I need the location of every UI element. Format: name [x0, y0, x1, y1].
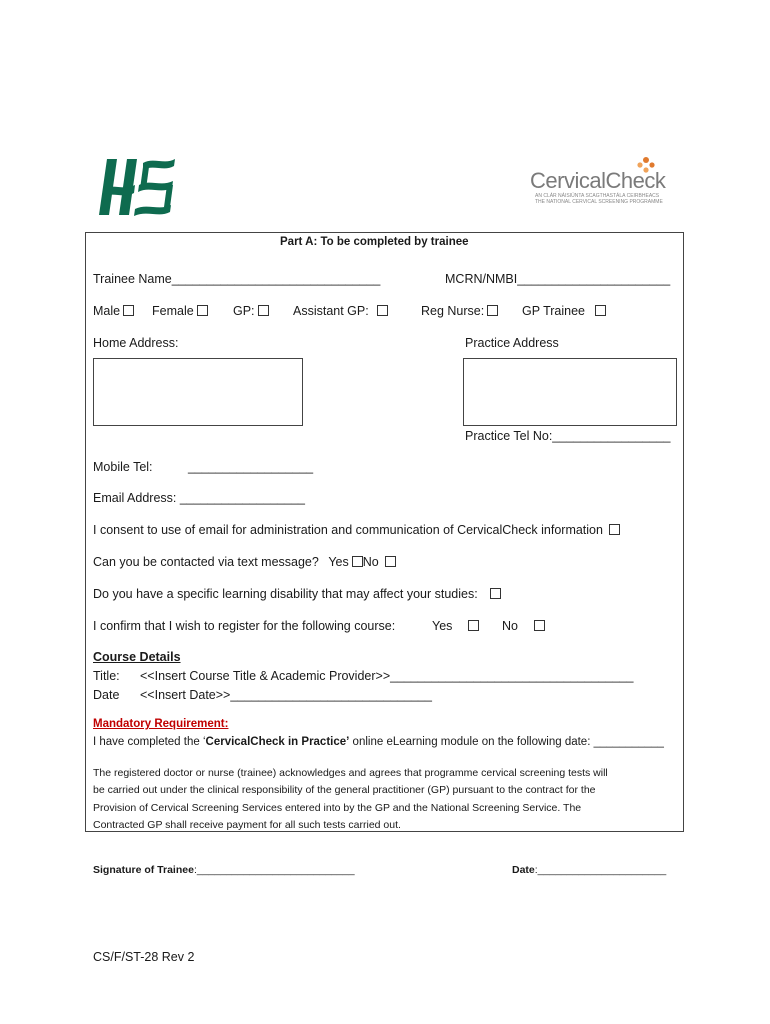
part-heading: Part A: To be completed by trainee: [280, 236, 469, 248]
mandatory-heading: Mandatory Requirement:: [93, 718, 229, 730]
cervicalcheck-logo: [528, 156, 678, 208]
document-code: CS/F/ST-28 Rev 2: [93, 950, 195, 964]
confirm-yes-label: Yes: [432, 619, 453, 633]
role-reg-nurse: [421, 304, 498, 318]
text-contact-yes-checkbox[interactable]: [352, 556, 363, 567]
gp-trainee-label: GP Trainee: [522, 304, 586, 318]
practice-address-label: Practice Address: [465, 336, 559, 350]
course-date-label: Date: [93, 688, 120, 702]
signature-label: Signature of Trainee: [93, 864, 194, 876]
role-assistant-gp: [293, 304, 388, 318]
reg-nurse-label: Reg Nurse:: [421, 304, 485, 318]
mobile-tel-field[interactable]: __________________: [188, 460, 314, 474]
text-contact-question: Can you be contacted via text message?: [93, 555, 319, 569]
female-checkbox[interactable]: [197, 305, 208, 316]
confirm-yes-checkbox[interactable]: [468, 620, 479, 631]
signature-date-field[interactable]: [512, 864, 666, 876]
home-address-input[interactable]: [93, 358, 303, 426]
cc-irish-text: AN CLÁR NÁISIÚNTA SCAGTHASTÁLA CEIRBHEACS: [535, 193, 660, 199]
confirm-no-label: No: [502, 619, 518, 633]
text-contact-row: [93, 555, 396, 569]
male-label: Male: [93, 304, 121, 318]
text-contact-yes-label: Yes: [328, 555, 349, 569]
signature-date-line: :______________________: [534, 864, 667, 876]
email-consent-row: [93, 523, 620, 537]
email-field[interactable]: Email Address: __________________: [93, 491, 305, 505]
hse-logo: [93, 155, 178, 217]
agreement-line-2: be carried out under the clinical responsibility of the general practitioner (GP) pursuant to the contract for the: [93, 784, 596, 797]
elearning-module-name: CervicalCheck in Practice’: [205, 736, 350, 748]
male-checkbox[interactable]: [123, 305, 134, 316]
practice-address-input[interactable]: [463, 358, 677, 426]
elearning-post: online eLearning module on the following date: ___________: [349, 736, 664, 748]
confirm-no-option: [502, 619, 545, 633]
course-date-field[interactable]: <<Insert Date>>_____________________________: [140, 688, 432, 702]
email-consent-text: I consent to use of email for administration and communication of CervicalCheck information: [93, 523, 603, 537]
disability-checkbox[interactable]: [490, 588, 501, 599]
assistant-gp-label: Assistant GP:: [293, 304, 369, 318]
mobile-tel-label: Mobile Tel:: [93, 460, 153, 474]
trainee-name-field[interactable]: Trainee Name______________________________: [93, 272, 381, 286]
agreement-line-4: Contracted GP shall receive payment for all such tests carried out.: [93, 818, 401, 831]
gp-label: GP:: [233, 304, 255, 318]
role-gp-trainee: [522, 304, 606, 318]
reg-nurse-checkbox[interactable]: [487, 305, 498, 316]
disability-row: [93, 587, 501, 601]
practice-tel-field[interactable]: Practice Tel No:_________________: [465, 429, 671, 443]
female-label: Female: [152, 304, 194, 318]
agreement-line-1: The registered doctor or nurse (trainee) acknowledges and agrees that programme cervical screening tests will: [93, 767, 608, 779]
mcrn-field[interactable]: MCRN/NMBI______________________: [445, 272, 671, 286]
disability-question: Do you have a specific learning disability that may affect your studies:: [93, 587, 478, 601]
elearning-statement: [93, 736, 664, 748]
signature-date-label: Date: [512, 864, 535, 876]
course-details-heading: Course Details: [93, 650, 181, 664]
assistant-gp-checkbox[interactable]: [377, 305, 388, 316]
home-address-label: Home Address:: [93, 336, 179, 350]
agreement-paragraph: [93, 765, 608, 834]
confirm-yes-option: [432, 619, 479, 633]
signature-line: :___________________________: [193, 864, 355, 876]
course-title-field[interactable]: <<Insert Course Title & Academic Provider>>___________________________________: [140, 669, 634, 683]
confirm-register-question: I confirm that I wish to register for the following course:: [93, 619, 396, 633]
confirm-register-row: [93, 619, 395, 633]
text-contact-no-label: No: [362, 555, 379, 569]
course-title-label: Title:: [93, 669, 120, 683]
gender-male: [93, 304, 134, 318]
email-consent-checkbox[interactable]: [609, 524, 620, 535]
cc-english-text: THE NATIONAL CERVICAL SCREENING PROGRAMME: [535, 199, 663, 205]
gender-female: [152, 304, 208, 318]
role-gp: [233, 304, 269, 318]
signature-field[interactable]: [93, 864, 355, 876]
gp-trainee-checkbox[interactable]: [595, 305, 606, 316]
elearning-pre: I have completed the ‘: [93, 736, 206, 748]
cc-wordmark: CervicalCheck: [530, 168, 666, 193]
text-contact-no-checkbox[interactable]: [385, 556, 396, 567]
agreement-line-3: Provision of Cervical Screening Services entered into by the GP and the National Screening Service. The: [93, 801, 582, 814]
confirm-no-checkbox[interactable]: [534, 620, 545, 631]
gp-checkbox[interactable]: [258, 305, 269, 316]
